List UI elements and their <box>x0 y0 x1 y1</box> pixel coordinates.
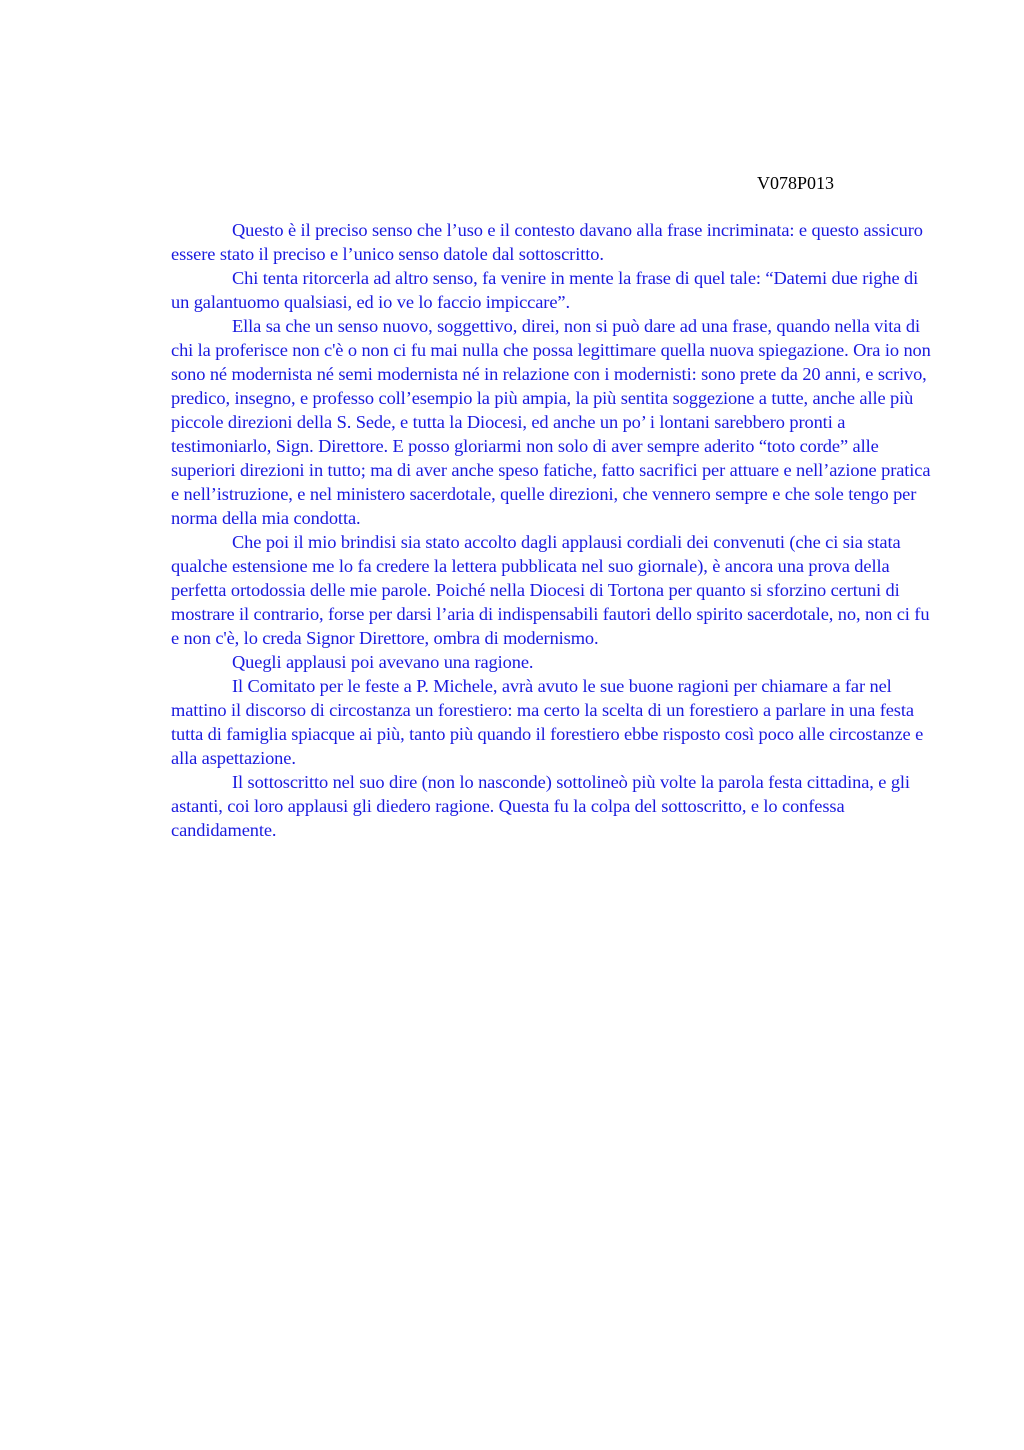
paragraph-4: Che poi il mio brindisi sia stato accolto dagli applausi cordiali dei convenuti (che ci sia stata qualche estensione me lo fa credere la lettera pubblicata nel suo giornale), è ancora una prova della perfetta ortodossia delle mie parole. Poiché nella Diocesi di Tortona per quanto si sforzino certuni di mostrare il contrario, forse per darsi l’aria di indispensabili fautori dello spirito sacerdotale, no, non ci fu e non c'è, lo creda Signor Direttore, ombra di modernismo. <box>171 532 930 648</box>
paragraph-1: Questo è il preciso senso che l’uso e il contesto davano alla frase incriminata: e questo assicuro essere stato il preciso e l’unico senso datole dal sottoscritto. <box>171 220 923 264</box>
paragraph-3: Ella sa che un senso nuovo, soggettivo, direi, non si può dare ad una frase, quando nella vita di chi la proferisce non c'è o non ci fu mai nulla che possa legittimare quella nuova spiegazione. Ora io non sono né modernista né semi modernista né in relazione con i modernisti: sono prete da 20 anni, e scrivo, predico, insegno, e professo coll’esempio la più ampia, la più sentita soggezione a tutte, anche alle più piccole direzioni della S. Sede, e tutta la Diocesi, ed anche un po’ i lontani sarebbero pronti a testimoniarlo, Sign. Direttore. E posso gloriarmi non solo di aver sempre aderito “toto corde” alle superiori direzioni in tutto; ma di aver anche speso fatiche, fatto sacrifici per attuare e nell’azione pratica e nell’istruzione, e nel ministero sacerdotale, quelle direzioni, che vennero sempre e che sole tengo per norma della mia condotta. <box>171 316 931 528</box>
letter-body <box>171 218 931 842</box>
paragraph-5: Quegli applausi poi avevano una ragione. <box>232 652 534 672</box>
page-code: V078P013 <box>757 173 835 193</box>
paragraph-6: Il Comitato per le feste a P. Michele, avrà avuto le sue buone ragioni per chiamare a far nel mattino il discorso di circostanza un forestiero: ma certo la scelta di un forestiero a parlare in una festa tutta di famiglia spiacque ai più, tanto più quando il forestiero ebbe risposto così poco alle circostanze e alla aspettazione. <box>171 676 924 768</box>
paragraph-7: Il sottoscritto nel suo dire (non lo nasconde) sottolineò più volte la parola festa cittadina, e gli astanti, coi loro applausi gli diedero ragione. Questa fu la colpa del sottoscritto, e lo confessa candidamente. <box>171 772 910 840</box>
paragraph-2: Chi tenta ritorcerla ad altro senso, fa venire in mente la frase di quel tale: “Datemi due righe di un galantuomo qualsiasi, ed io ve lo faccio impiccare”. <box>171 268 919 312</box>
